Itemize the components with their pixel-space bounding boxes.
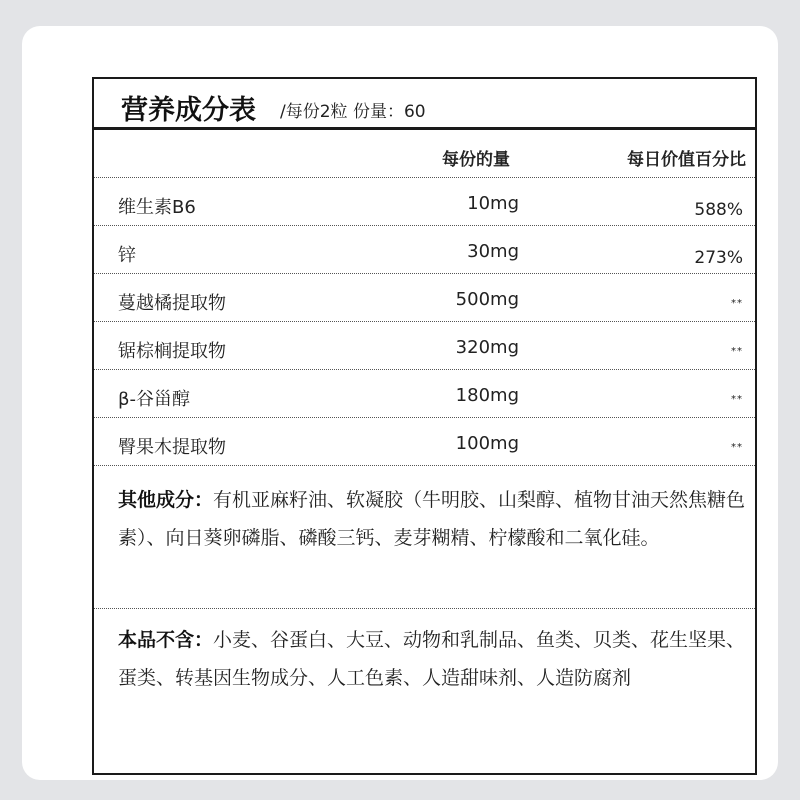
serving-info: /每份2粒 份量：60 <box>280 102 426 122</box>
nutrient-row <box>94 417 755 466</box>
nutrient-amount: 100mg <box>455 433 519 454</box>
other-ingredients-label: 其他成分： <box>118 489 214 511</box>
nutrient-name: β-谷甾醇 <box>118 389 190 410</box>
nutrient-amount: 320mg <box>455 337 519 358</box>
nutrient-amount: 10mg <box>467 193 519 214</box>
nutrient-daily-value: ** <box>731 442 743 453</box>
nutrient-row <box>94 369 755 418</box>
nutrient-daily-value: 588% <box>694 200 743 220</box>
free-from-section <box>118 621 758 697</box>
section-divider <box>94 608 755 609</box>
nutrient-name: 蔓越橘提取物 <box>118 293 226 314</box>
other-ingredients-section <box>118 481 758 557</box>
panel-header <box>94 79 755 130</box>
nutrient-row <box>94 225 755 274</box>
nutrient-name: 锌 <box>118 245 136 266</box>
nutrient-amount: 30mg <box>467 241 519 262</box>
section-divider <box>94 465 755 466</box>
nutrient-daily-value: ** <box>731 346 743 357</box>
nutrient-amount: 500mg <box>455 289 519 310</box>
free-from-text: 小麦、谷蛋白、大豆、动物和乳制品、鱼类、贝类、花生坚果、蛋类、转基因生物成分、人工色素、人造甜味剂、人造防腐剂 <box>118 629 746 689</box>
nutrient-daily-value: ** <box>731 298 743 309</box>
nutrient-daily-value: ** <box>731 394 743 405</box>
other-ingredients-text: 有机亚麻籽油、软凝胶（牛明胶、山梨醇、植物甘油天然焦糖色素）、向日葵卵磷脂、磷酸三钙、麦芽糊精、柠檬酸和二氧化硅。 <box>118 489 746 549</box>
nutrient-name: 臀果木提取物 <box>118 437 226 458</box>
nutrient-row <box>94 321 755 370</box>
card-background <box>22 26 778 780</box>
nutrient-name: 锯棕榈提取物 <box>118 341 226 362</box>
amount-column-header: 每份的量 <box>442 150 510 170</box>
nutrient-amount: 180mg <box>455 385 519 406</box>
nutrition-facts-panel <box>92 77 757 775</box>
free-from-label: 本品不含： <box>118 629 214 651</box>
nutrient-row <box>94 177 755 226</box>
panel-title: 营养成分表 <box>121 95 256 126</box>
daily-value-column-header: 每日价值百分比 <box>627 150 746 170</box>
nutrient-daily-value: 273% <box>694 248 743 268</box>
nutrient-name: 维生素B6 <box>118 197 196 218</box>
nutrient-row <box>94 273 755 322</box>
